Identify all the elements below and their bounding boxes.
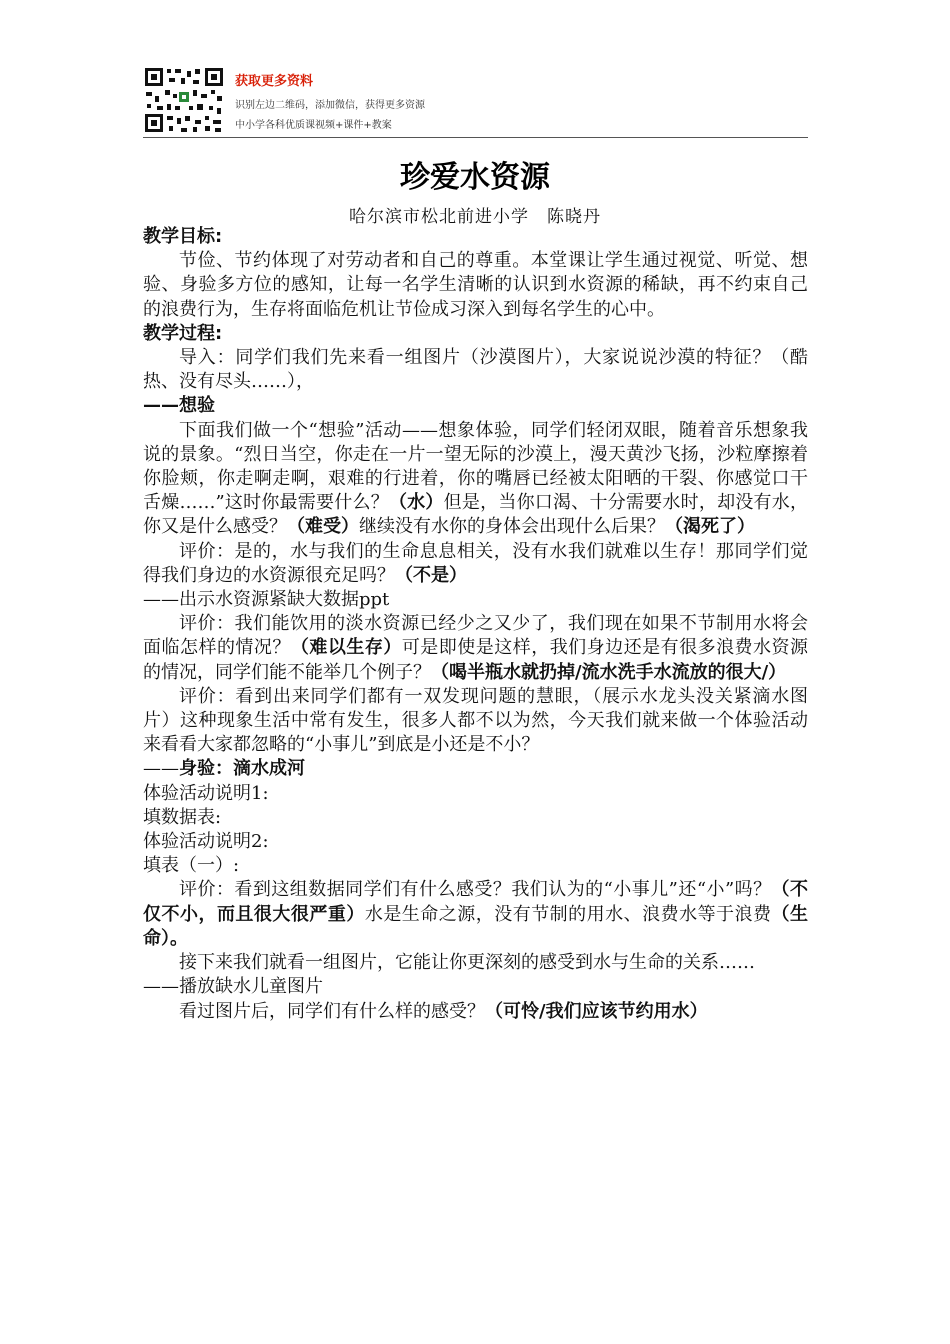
text-run: 但是，当你口渴、十分需要水时，却没有水，你又是什么感受？ <box>143 492 809 538</box>
text-run: 评价：是的，水与我们的生命息息相关，没有水我们就难以生存！那同学们觉得我们身边的水资源很充足吗？ <box>143 540 808 586</box>
text-run: 下面我们做一个“想验”活动——想象体验，同学们轻闭双眼，随着音乐想象我说的景象。“烈日当空，你走在一片一望无际的沙漠上，漫天黄沙飞扬，沙粒摩擦着你脸颊，你走啊走啊，艰难的行进着，你的嘴唇已经被太阳晒的干裂、你感觉口干舌燥……”这时你最需要什么？ <box>143 419 808 514</box>
promo-hint-line1: 识别左边二维码，添加微信，获得更多资源 <box>235 100 425 111</box>
table-one-label: 填表（一）: <box>143 855 240 877</box>
qr-code-icon[interactable] <box>143 66 225 134</box>
evaluation-paragraph-4 <box>143 878 808 951</box>
answer-run: （生命）。 <box>143 903 809 949</box>
activity-note-1: 体验活动说明1: <box>143 782 269 804</box>
pictures-paragraph: 接下来我们就看一组图片，它能让你更深刻的感受到水与生命的关系…… <box>179 952 755 974</box>
promo-brand-title: 获取更多资料 <box>235 74 314 89</box>
activity-note-2: 体验活动说明2: <box>143 831 269 853</box>
text-run: 看过图片后，同学们有什么样的感受？ <box>179 1000 485 1022</box>
evaluation-paragraph-3: 评价：看到出来同学们都有一双发现问题的慧眼，（展示水龙头没关紧滴水图片）这种现象生活中常有发生，很多人都不以为然，今天我们就来做一个体验活动来看看大家都忽略的“小事儿”到底是小还是不小？ <box>143 685 808 756</box>
process-heading: 教学过程: <box>143 322 223 344</box>
feelings-paragraph <box>143 1000 808 1024</box>
answer-run: （水） <box>388 492 444 514</box>
answer-run: （不仅不小，而且很大很严重） <box>143 879 808 925</box>
text-run: 评价：我们能饮用的淡水资源已经少之又少了，我们现在如果不节制用水将会面临怎样的情况？ <box>143 613 808 659</box>
text-run: 可是即使是这样，我们身边还是有很多浪费水资源的情况，同学们能不能举几个例子？ <box>143 637 809 683</box>
lesson-body <box>143 225 808 1024</box>
answer-run: （渴死了） <box>665 516 755 538</box>
text-run: 水是生命之源，没有节制的用水、浪费水等于浪费 <box>364 903 772 925</box>
answer-run: （可怜/我们应该节约用水） <box>485 1000 708 1022</box>
section-heading-imagine: ——想验 <box>143 395 215 417</box>
header-divider <box>143 137 808 138</box>
answer-run: （喝半瓶水就扔掉/流水洗手水流放的很大/） <box>431 661 787 683</box>
answer-run: （不是） <box>395 564 467 586</box>
data-table-label: 填数据表: <box>143 806 222 828</box>
goal-paragraph: 节俭、节约体现了对劳动者和自己的尊重。本堂课让学生通过视觉、听觉、想验、身验多方位的感知，让每一名学生清晰的认识到水资源的稀缺，再不约束自己的浪费行为，生存将面临危机让节俭成习深入到每名学生的心中。 <box>143 250 808 320</box>
promo-hint-line2: 中小学各科优质课视频+课件+教案 <box>235 120 392 131</box>
intro-paragraph: 导入：同学们我们先来看一组图片（沙漠图片），大家说说沙漠的特征？（酷热、没有尽头……）， <box>143 347 808 393</box>
section-heading-experience <box>143 757 808 781</box>
evaluation-paragraph-1 <box>143 540 808 588</box>
ppt-line: ——出示水资源紧缺大数据ppt <box>143 589 390 611</box>
answer-run: （难受） <box>287 516 359 538</box>
play-pictures-line: ——播放缺水儿童图片 <box>143 976 323 998</box>
author-line: 哈尔滨市松北前进小学 陈晓丹 <box>349 207 601 227</box>
section-title: 身验：滴水成河 <box>179 758 305 780</box>
page-title: 珍爱水资源 <box>400 160 550 195</box>
evaluation-paragraph-2 <box>143 612 808 685</box>
text-run: 继续没有水你的身体会出现什么后果？ <box>359 516 665 538</box>
answer-run: （难以生存） <box>290 637 402 659</box>
text-run: 评价：看到这组数据同学们有什么感受？我们认为的“小事儿”还“小”吗？ <box>179 879 772 901</box>
promo-header <box>143 66 808 138</box>
imagine-paragraph <box>143 419 808 540</box>
section-dash: —— <box>143 758 179 780</box>
goal-heading: 教学目标: <box>143 226 223 247</box>
